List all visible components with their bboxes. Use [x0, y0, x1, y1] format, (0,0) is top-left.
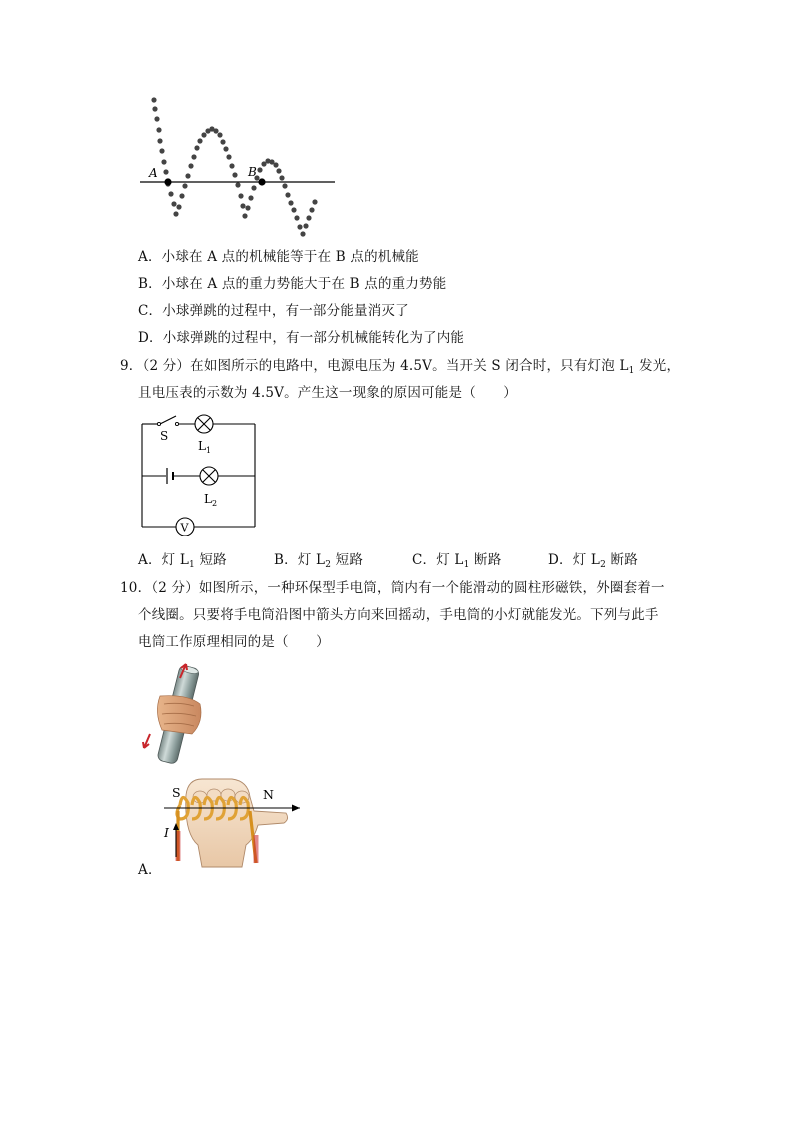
- voltmeter-symbol: [176, 518, 194, 536]
- ball-trajectory-dot: [156, 127, 161, 132]
- ball-trajectory-dot: [240, 203, 245, 208]
- circuit-diagram: [130, 412, 270, 536]
- flashlight-shake-figure: [140, 660, 220, 772]
- q8-option-a: A．小球在 A 点的机械能等于在 B 点的机械能: [138, 249, 419, 265]
- ball-trajectory-dot: [251, 185, 256, 190]
- ball-trajectory-dot: [282, 183, 287, 188]
- ball-trajectory-dot: [285, 192, 290, 197]
- option-a-coil-figure: [158, 775, 310, 869]
- switch-label: S: [160, 429, 169, 443]
- ball-trajectory-dot: [163, 169, 168, 174]
- label-a: A: [149, 166, 158, 180]
- lamp-l1-label: $L_1$: [198, 439, 212, 455]
- ball-trajectory-dot: [303, 223, 308, 228]
- ball-trajectory-dot: [279, 175, 284, 180]
- ball-trajectory-dot: [179, 193, 184, 198]
- pole-n-label: N: [263, 787, 274, 802]
- ball-trajectory-dot: [242, 213, 247, 218]
- point-a-marker: [164, 178, 171, 185]
- ball-trajectory-dot: [152, 106, 157, 111]
- ball-trajectory-dot: [217, 132, 222, 137]
- ball-trajectory-dot: [176, 204, 181, 209]
- battery-symbol: [167, 468, 173, 484]
- q8-option-d: D．小球弹跳的过程中，有一部分机械能转化为了内能: [138, 330, 465, 346]
- q9-option-c: C．灯 $L_1$ 断路: [412, 552, 502, 570]
- current-label: I: [164, 825, 169, 840]
- lamp-l2-symbol: [200, 467, 218, 485]
- bouncing-ball-figure: [130, 92, 345, 242]
- lamp-l2-label: $L_2$: [204, 492, 218, 508]
- ball-trajectory-dot: [154, 116, 159, 121]
- ball-trajectory-dot: [245, 205, 250, 210]
- q10-stem-line3: 电筒工作原理相同的是（ ）: [138, 634, 330, 650]
- ball-trajectory-dot: [213, 128, 218, 133]
- ball-trajectory-dot: [194, 145, 199, 150]
- ball-trajectory-dot: [291, 207, 296, 212]
- ball-trajectory-dot: [201, 132, 206, 137]
- ball-trajectory-dot: [300, 231, 305, 236]
- ball-trajectory-dot: [151, 97, 156, 102]
- ball-trajectory-dot: [257, 167, 262, 172]
- q9-option-d: D．灯 $L_2$ 断路: [548, 552, 638, 570]
- q9-option-a: A．灯 $L_1$ 短路: [138, 552, 227, 570]
- q9-option-b: B．灯 $L_2$ 短路: [274, 552, 364, 570]
- field-axis-arrowhead: [292, 805, 300, 812]
- ball-trajectory-dot: [297, 224, 302, 229]
- q10-option-a-label: A．: [138, 862, 162, 878]
- ball-trajectory-dot: [235, 182, 240, 187]
- pole-s-label: S: [172, 785, 181, 800]
- ball-trajectory-dot: [157, 138, 162, 143]
- ball-trajectory-dot: [159, 148, 164, 153]
- ball-trajectory-dot: [276, 168, 281, 173]
- ball-trajectory-dot: [171, 201, 176, 206]
- ball-trajectory-dot: [220, 139, 225, 144]
- q9-stem-line2: 且电压表的示数为 4.5V。产生这一现象的原因可能是（ ）: [138, 385, 518, 401]
- q8-option-c: C．小球弹跳的过程中，有一部分能量消灭了: [138, 303, 409, 319]
- svg-text:V: V: [180, 521, 189, 535]
- q10-stem-line2: 个线圈。只要将手电筒沿图中箭头方向来回摇动，手电筒的小灯就能发光。下列与此手: [138, 607, 659, 623]
- ball-trajectory-dot: [168, 191, 173, 196]
- ball-trajectory-dot: [229, 163, 234, 168]
- ball-trajectory-dot: [173, 211, 178, 216]
- ball-trajectory-dot: [197, 138, 202, 143]
- ball-trajectory-dot: [238, 193, 243, 198]
- ball-trajectory-dot: [248, 195, 253, 200]
- ball-trajectory-dot: [226, 154, 231, 159]
- ball-trajectory-dot: [309, 207, 314, 212]
- ball-trajectory-dot: [188, 163, 193, 168]
- label-b: B: [248, 165, 257, 179]
- ball-trajectory-dot: [232, 172, 237, 177]
- down-arrow-icon: [143, 734, 150, 748]
- ball-trajectory-dot: [288, 200, 293, 205]
- ball-trajectory-dot: [294, 215, 299, 220]
- ball-trajectory-dot: [312, 199, 317, 204]
- ball-trajectory-dot: [182, 183, 187, 188]
- ball-trajectory-dot: [191, 154, 196, 159]
- point-b-marker: [258, 178, 265, 185]
- ball-trajectory-dot: [306, 215, 311, 220]
- q9-stem-line1: 9．（2 分）在如图所示的电路中，电源电压为 4.5V。当开关 S 闭合时，只有灯泡 $L_1$ 发光，: [120, 358, 681, 376]
- ball-trajectory-dot: [185, 173, 190, 178]
- q10-stem-line1: 10．（2 分）如图所示，一种环保型手电筒，筒内有一个能滑动的圆柱形磁铁，外圈套着一: [120, 580, 665, 596]
- q8-option-b: B．小球在 A 点的重力势能大于在 B 点的重力势能: [138, 276, 447, 292]
- ball-trajectory-dot: [161, 159, 166, 164]
- lamp-l1-symbol: [195, 415, 213, 433]
- ball-trajectory-dot: [223, 146, 228, 151]
- ball-trajectory-dot: [273, 162, 278, 167]
- switch-blade: [160, 416, 176, 424]
